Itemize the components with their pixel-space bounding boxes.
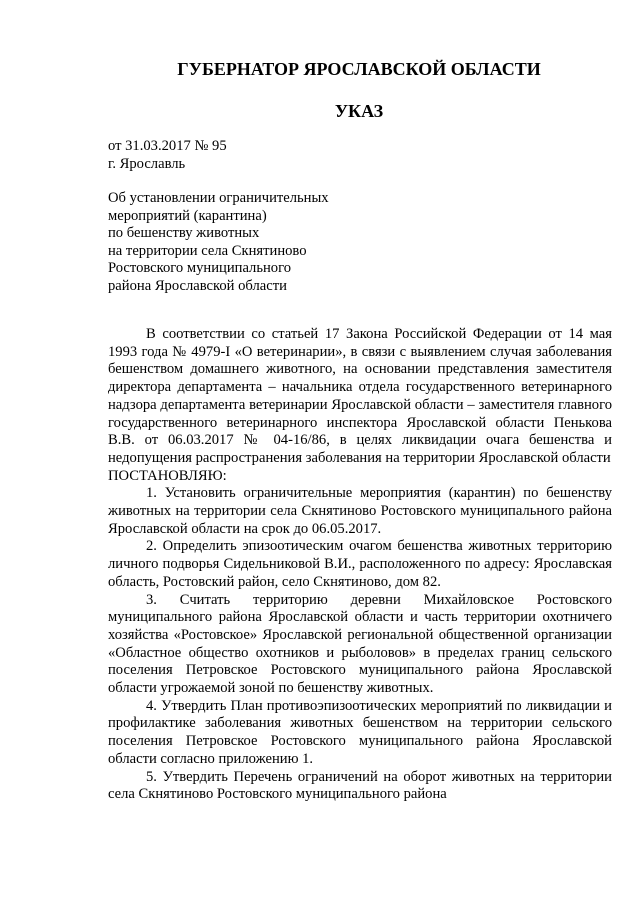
subject-line: Об установлении ограничительных [108,190,329,206]
decree-item: 2. Определить эпизоотическим очагом бешенства животных территорию личного подворья Сидельниковой В.И., расположенного по адресу: Ярославская область, Ростовский район, село Скнятиново, дом 82. [108,538,612,590]
governor-title: ГУБЕРНАТОР ЯРОСЛАВСКОЙ ОБЛАСТИ [177,59,541,79]
decree-item: 1. Установить ограничительные мероприятия (карантин) по бешенству животных на территории села Скнятиново Ростовского муниципального района Ярославской области на срок до 06.05.2017. [108,485,612,537]
subject-line: района Ярославской области [108,277,287,294]
document-subject [108,190,329,296]
subject-line: мероприятий (карантина) [108,207,267,224]
decree-word: ПОСТАНОВЛЯЮ: [108,467,227,484]
document-type: УКАЗ [334,101,384,121]
document-meta [108,138,227,173]
decree-item: 5. Утвердить Перечень ограничений на оборот животных на территории села Скнятиново Ростовского муниципального района [108,768,612,803]
subject-line: на территории села Скнятиново [108,242,307,259]
date-number: от 31.03.2017 № 95 [108,138,227,154]
decree-item: 3. Считать территорию деревни Михайловское Ростовского муниципального района Ярославской области и часть территории охотничего хозяйства «Ростовское» Ярославской региональной общественной организации «Областное общество охотников и рыболовов» в пределах границ сельского поселения Петровское Ростовского муниципального района Ярославской области угрожаемой зоной по бешенству животных. [108,591,612,697]
preamble: В соответствии со статьей 17 Закона Российской Федерации от 14 мая 1993 года № 4979-I «О ветеринарии», в связи с выявлением случая заболевания бешенством домашнего животного, на основании представления заместителя директора департамента – начальника отдела государственного ветеринарного надзора департамента ветеринарии Ярославской области – заместителя главного государственного ветеринарного инспектора Ярославской области Пенькова В.В. от 06.03.2017 № 04-16/86, в целях ликвидации очага бешенства и недопущения распространения заболевания на территории Ярославской области [108,326,612,466]
subject-line: по бешенству животных [108,225,260,242]
decree-item: 4. Утвердить План противоэпизоотических мероприятий по ликвидации и профилактике заболевания животных бешенством на территории сельского поселения Петровское Ростовского муниципального района Ярославской области согласно приложению 1. [108,697,612,767]
subject-line: Ростовского муниципального [108,260,292,277]
document-body [108,326,612,804]
city: г. Ярославль [108,155,186,172]
